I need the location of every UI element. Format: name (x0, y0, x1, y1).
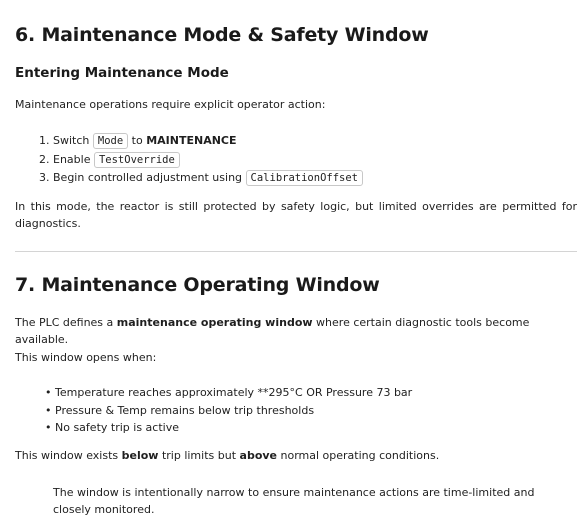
window-exists-text: This window exists below trip limits but above normal operating conditions. (15, 449, 440, 462)
section-6-note: In this mode, the reactor is still protected by safety logic, but limited overrides are permitted for diagnostics. (15, 200, 577, 230)
code-testoverride: TestOverride (94, 152, 180, 168)
list-item: • No safety trip is active (45, 421, 179, 434)
list-item: 1. Switch Mode to MAINTENANCE (39, 134, 237, 147)
code-mode: Mode (93, 133, 128, 149)
list-item: • Pressure & Temp remains below trip thresholds (45, 403, 315, 417)
section-7-title: 7. Maintenance Operating Window (15, 274, 380, 296)
window-opens-label: This window opens when: (15, 351, 157, 364)
list-item: 3. Begin controlled adjustment using CalibrationOffset (39, 169, 363, 188)
section-6-subtitle: Entering Maintenance Mode (15, 65, 229, 81)
code-calibrationoffset: CalibrationOffset (246, 170, 363, 186)
section-6-intro: Maintenance operations require explicit operator action: (15, 98, 326, 111)
list-item: 2. Enable TestOverride (39, 151, 363, 170)
section-7-intro: The PLC defines a maintenance operating window where certain diagnostic tools become available. (15, 316, 530, 346)
window-quote: The window is intentionally narrow to ensure maintenance actions are time-limited and closely monitored. (53, 486, 535, 516)
window-conditions-list (45, 384, 412, 437)
section-divider (15, 251, 577, 252)
list-item: • Temperature reaches approximately **295°C OR Pressure 73 bar (45, 386, 413, 399)
maintenance-steps-list (39, 132, 363, 188)
section-6-title: 6. Maintenance Mode & Safety Window (15, 24, 429, 46)
